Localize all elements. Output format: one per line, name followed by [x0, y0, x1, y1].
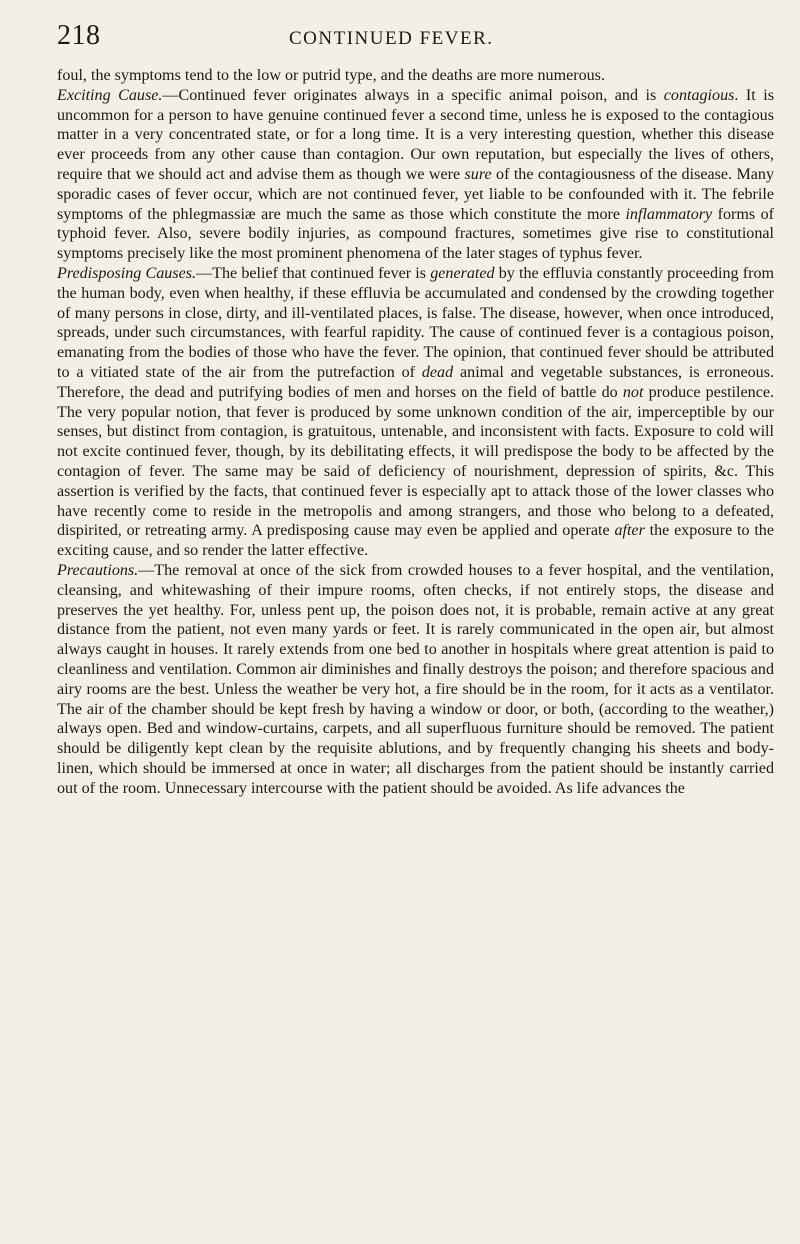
emphasis: contagious — [663, 86, 735, 104]
text-run: produce pestilence. The very popular notion, that fever is produced by some unknown condition of the air, imperceptible by our senses, but distinct from contagion, is gratuitous, untenable, and inconsistent with facts. Exposure to cold will not excite continued fever, though, by its debilitating effects, it will predispose the body to be affected by the contagion of fever. The same may be said of deficiency of nourishment, depression of spirits, &c. This assertion is verified by the facts, that continued fever is especially apt to attack those of the lower classes who have recently come to reside in the metropolis and among strangers, and those who belong to a defeated, dispirited, or retreating army. A predisposing cause may even be applied and operate — [57, 383, 775, 540]
text-run: the exposure to the exciting cause, and so render the latter effective. — [57, 522, 774, 560]
text-run: —Continued fever originates always in a specific animal poison, and is — [162, 86, 664, 104]
text-run: animal and vegetable substances, is erroneous. Therefore, the dead and putrifying bodies of men and horses on the field of battle do — [57, 363, 774, 401]
emphasis: generated — [430, 264, 495, 282]
paragraph — [57, 66, 774, 86]
page-number: 218 — [57, 20, 101, 51]
section-heading: Exciting Cause. — [57, 86, 163, 104]
section-heading: Precautions. — [57, 561, 139, 579]
text-run: —The belief that continued fever is — [196, 264, 431, 282]
emphasis: sure — [464, 165, 492, 183]
text-run: forms of typhoid fever. Also, severe bodily injuries, as compound fractures, sometimes give rise to constitutional symptoms precisely like the most prominent phenomena of the later stages of typhus fever. — [57, 205, 774, 263]
text-run: by the effluvia constantly proceeding from the human body, even when healthy, if these effluvia be accumulated and condensed by the crowding together of many persons in close, dirty, and ill-ventilated places, is false. The disease, however, when once introduced, spreads, under such circumstances, with fearful rapidity. The cause of continued fever is a contagious poison, emanating from the bodies of those who have the fever. The opinion, that continued fever should be attributed to a vitiated state of the air from the putrefaction of — [57, 264, 775, 381]
text-run: —The removal at once of the sick from crowded houses to a fever hospital, and the ventilation, cleansing, and whitewashing of their impure rooms, often checks, if not entirely stops, the disease and preserves the yet healthy. For, unless pent up, the poison does not, it is probable, remain active at any great distance from the patient, not even many yards or feet. It is rarely communicated in the open air, but almost always caught in houses. It rarely extends from one bed to another in hospitals where great attention is paid to cleanliness and ventilation. Common air diminishes and finally destroys the poison; and therefore spacious and airy rooms are the best. Unless the weather be very hot, a fire should be in the room, for it acts as a ventilator. The air of the chamber should be kept fresh by having a window or door, or both, (according to the weather,) always open. Bed and window-curtains, carpets, and all superfluous furniture should be removed. The patient should be diligently kept clean by the requisite ablutions, and by frequently changing his sheets and body-linen, which should be immersed at once in water; all discharges from the patient should be instantly carried out of the room. Unnecessary intercourse with the patient should be avoided. As life advances the — [57, 561, 774, 797]
running-title: CONTINUED FEVER. — [289, 28, 494, 49]
text-run: . It is uncommon for a person to have genuine continued fever a second time, unless he is exposed to the contagious matter in a very concentrated state, or for a long time. It is a very interesting question, whether this disease ever proceeds from any other cause than contagion. Our own reputation, but especially the lives of others, require that we should act and advise them as though we were — [57, 86, 774, 183]
paragraph — [57, 86, 774, 264]
section-heading: Predisposing Causes. — [57, 264, 197, 282]
page-header — [57, 18, 774, 66]
text-run: of the contagiousness of the disease. Many sporadic cases of fever occur, which are not continued fever, yet liable to be confounded with it. The febrile symptoms of the phlegmassiæ are much the same as those which constitute the more — [57, 165, 774, 223]
text-run: foul, the symptoms tend to the low or putrid type, and the deaths are more numerous. — [57, 67, 605, 84]
emphasis: after — [614, 522, 645, 540]
paragraph — [57, 561, 774, 799]
paragraph — [57, 264, 774, 561]
emphasis: not — [622, 383, 644, 401]
body-text — [57, 66, 774, 798]
emphasis: inflammatory — [625, 205, 713, 223]
emphasis: dead — [421, 363, 454, 381]
